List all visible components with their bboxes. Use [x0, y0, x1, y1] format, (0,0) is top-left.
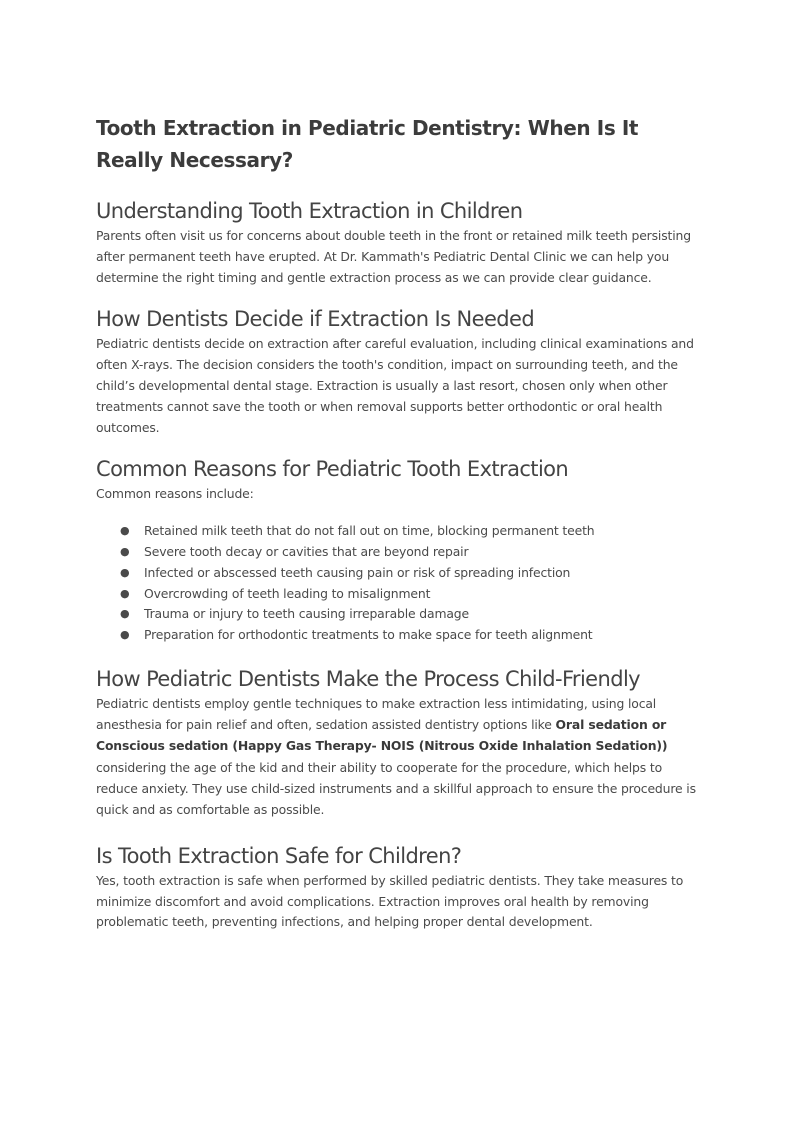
section-understanding — [96, 196, 700, 288]
list-item — [96, 542, 700, 563]
section-paragraph: Parents often visit us for concerns about double teeth in the front or retained milk teeth persisting after permanent teeth have erupted. At Dr. Kammath's Pediatric Dental Clinic we can help you determine the right timing and gentle extraction process as we can provide clear guidance. — [96, 228, 691, 285]
bullet-icon: ● — [120, 607, 130, 621]
document-page — [96, 112, 700, 949]
list-item-text: Preparation for orthodontic treatments to make space for teeth alignment — [144, 627, 593, 643]
list-item — [96, 625, 700, 646]
section-paragraph: Pediatric dentists decide on extraction after careful evaluation, including clinical examinations and often X-rays. The decision considers the tooth's condition, impact on surrounding teeth, and the child’s developmental dental stage. Extraction is usually a last resort, chosen only when other treatments cannot save the tooth or when removal supports better orthodontic or oral health outcomes. — [96, 336, 694, 435]
section-paragraph — [96, 694, 700, 756]
section-paragraph: Yes, tooth extraction is safe when performed by skilled pediatric dentists. They take measures to minimize discomfort and avoid complications. Extraction improves oral health by removing problematic teeth, preventing infections, and helping proper dental development. — [96, 872, 684, 930]
section-common-reasons — [96, 454, 700, 646]
bullet-icon: ● — [120, 628, 130, 642]
section-heading: How Dentists Decide if Extraction Is Needed — [96, 307, 535, 332]
reasons-list — [96, 521, 700, 646]
paragraph-text: Pediatric dentists employ gentle techniques to make extraction less intimidating, using local anesthesia for pain relief and often, sedation assisted dentistry options like — [96, 695, 657, 732]
list-item-text: Severe tooth decay or cavities that are beyond repair — [144, 543, 469, 559]
list-item — [96, 563, 700, 584]
list-item — [96, 584, 700, 605]
list-item-text: Retained milk teeth that do not fall out on time, blocking permanent teeth — [144, 523, 595, 539]
list-item-text: Overcrowding of teeth leading to misalignment — [144, 585, 431, 601]
list-item-text: Trauma or injury to teeth causing irreparable damage — [144, 606, 469, 622]
list-item — [96, 604, 700, 625]
bullet-icon: ● — [120, 586, 130, 600]
section-heading: Is Tooth Extraction Safe for Children? — [96, 843, 462, 868]
section-heading: How Pediatric Dentists Make the Process Child-Friendly — [96, 666, 641, 691]
list-item — [96, 521, 700, 542]
bullet-icon: ● — [120, 524, 130, 538]
bullet-icon: ● — [120, 544, 130, 558]
bullet-icon: ● — [120, 565, 130, 579]
document-title: Tooth Extraction in Pediatric Dentistry: When Is It Really Necessary? — [96, 116, 639, 172]
section-paragraph-continued: considering the age of the kid and their ability to cooperate for the procedure, which helps to reduce anxiety. They use child-sized instruments and a skillful approach to ensure the procedure is quick and as comfortable as possible. — [96, 760, 696, 817]
list-item-text: Infected or abscessed teeth causing pain or risk of spreading infection — [144, 564, 571, 580]
section-heading: Understanding Tooth Extraction in Children — [96, 199, 523, 223]
section-child-friendly — [96, 664, 700, 821]
section-intro: Common reasons include: — [96, 486, 254, 502]
section-heading: Common Reasons for Pediatric Tooth Extraction — [96, 457, 569, 482]
section-safety — [96, 841, 700, 933]
section-how-decide — [96, 304, 700, 438]
sedation-options-bold: Oral sedation or Conscious sedation (Happy Gas Therapy- NOIS (Nitrous Oxide Inhalation Sedation)) — [96, 716, 668, 753]
